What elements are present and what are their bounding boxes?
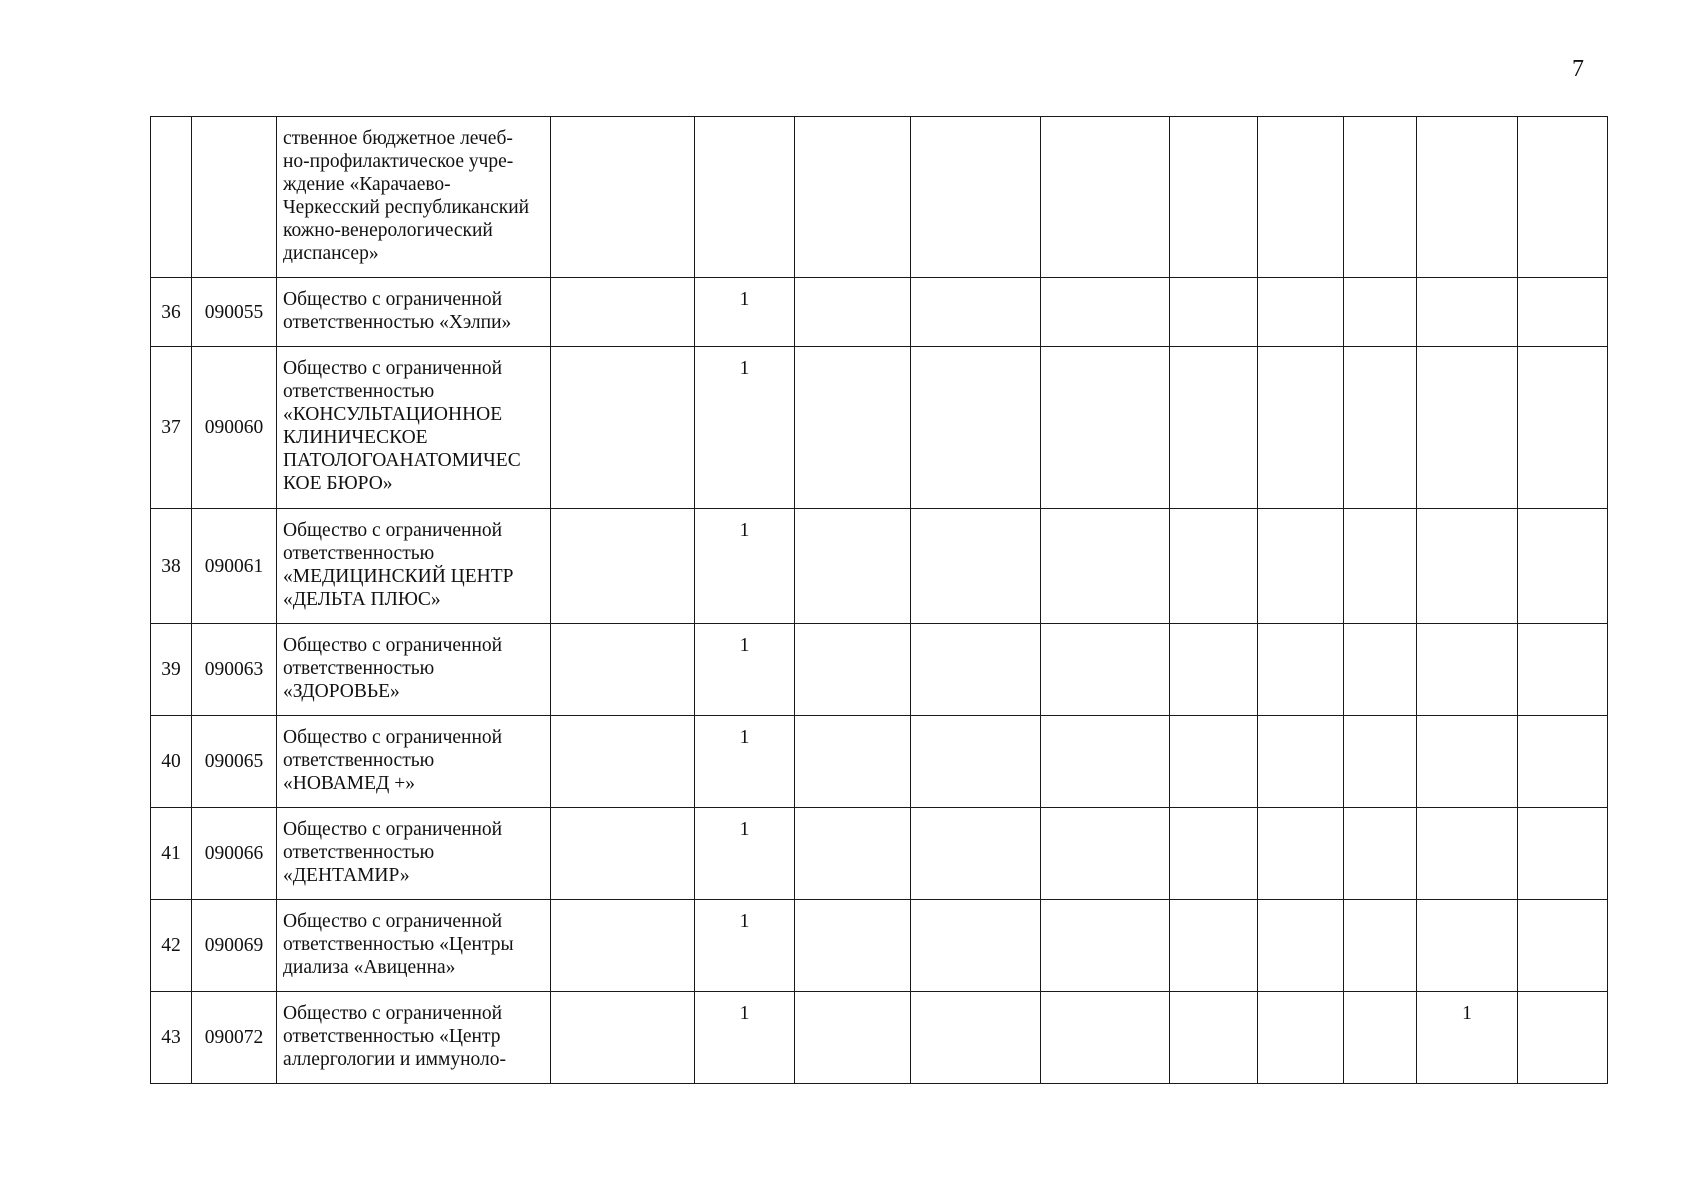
mark-cell: [1258, 509, 1344, 624]
org-name-line: Общество с ограниченной: [283, 1003, 503, 1024]
mark-cell: [1170, 117, 1258, 278]
mark-cell: [695, 117, 795, 278]
org-code-cell: 090063: [192, 624, 277, 716]
org-name-line: ответственностью: [283, 543, 435, 564]
mark-cell: 1: [695, 278, 795, 347]
mark-cell: [1041, 347, 1170, 509]
org-name-line: ответственностью «Центр: [283, 1026, 501, 1047]
mark-cell: [1344, 624, 1417, 716]
mark-cell: [551, 509, 695, 624]
mark-cell: [1518, 347, 1608, 509]
mark-cell: [1041, 624, 1170, 716]
org-name-line: «ДЕЛЬТА ПЛЮС»: [283, 589, 441, 610]
mark-cell: [1041, 900, 1170, 992]
org-name-line: ответственностью «Центры: [283, 934, 514, 955]
mark-cell: [551, 117, 695, 278]
org-name-line: «НОВАМЕД +»: [283, 773, 415, 794]
mark-cell: [911, 509, 1041, 624]
mark-cell: [551, 900, 695, 992]
org-name-line: «КОНСУЛЬТАЦИОННОЕ: [283, 404, 503, 425]
mark-cell: [1041, 117, 1170, 278]
org-name-cell: [277, 509, 551, 624]
registry-table: [150, 116, 1608, 1084]
mark-cell: [1344, 900, 1417, 992]
table-row: [151, 509, 1608, 624]
table-row: [151, 808, 1608, 900]
mark-cell: [1518, 278, 1608, 347]
mark-cell: [911, 992, 1041, 1084]
row-number-cell: 41: [151, 808, 192, 900]
mark-cell: [1170, 808, 1258, 900]
row-number-cell: 36: [151, 278, 192, 347]
mark-cell: [551, 347, 695, 509]
row-number-cell: 37: [151, 347, 192, 509]
mark-cell: [1170, 716, 1258, 808]
mark-cell: [551, 278, 695, 347]
mark-cell: [1344, 117, 1417, 278]
row-number-cell: [151, 117, 192, 278]
mark-cell: [1344, 509, 1417, 624]
org-name-line: КОЕ БЮРО»: [283, 473, 393, 494]
mark-cell: [1518, 900, 1608, 992]
mark-cell: [551, 992, 695, 1084]
org-code-cell: 090060: [192, 347, 277, 509]
mark-cell: [795, 716, 911, 808]
mark-cell: 1: [695, 808, 795, 900]
org-name-line: ответственностью: [283, 750, 435, 771]
mark-cell: [1170, 278, 1258, 347]
row-number-cell: 42: [151, 900, 192, 992]
row-number-cell: 40: [151, 716, 192, 808]
mark-cell: [1170, 624, 1258, 716]
org-name-line: Общество с ограниченной: [283, 289, 503, 310]
mark-cell: [1417, 900, 1518, 992]
org-name-line: Общество с ограниченной: [283, 819, 503, 840]
org-name-line: ПАТОЛОГОАНАТОМИЧЕС: [283, 450, 521, 471]
mark-cell: [911, 117, 1041, 278]
org-name-cell: [277, 900, 551, 992]
mark-cell: [551, 716, 695, 808]
org-name-cell: [277, 117, 551, 278]
mark-cell: [1258, 900, 1344, 992]
mark-cell: [911, 900, 1041, 992]
org-name-line: ответственностью: [283, 381, 435, 402]
org-name-line: «МЕДИЦИНСКИЙ ЦЕНТР: [283, 566, 514, 587]
mark-cell: 1: [695, 624, 795, 716]
mark-cell: [1417, 624, 1518, 716]
row-number-cell: 38: [151, 509, 192, 624]
mark-cell: 1: [1417, 992, 1518, 1084]
table-row: [151, 278, 1608, 347]
mark-cell: [551, 624, 695, 716]
mark-cell: [1344, 992, 1417, 1084]
table-row: [151, 624, 1608, 716]
mark-cell: [795, 624, 911, 716]
org-code-cell: 090072: [192, 992, 277, 1084]
mark-cell: 1: [695, 347, 795, 509]
mark-cell: [1041, 509, 1170, 624]
mark-cell: [911, 716, 1041, 808]
org-code-cell: [192, 117, 277, 278]
mark-cell: [795, 808, 911, 900]
org-name-line: ственное бюджетное лечеб-: [283, 128, 513, 149]
org-name-line: Общество с ограниченной: [283, 911, 503, 932]
mark-cell: [1518, 509, 1608, 624]
mark-cell: [1258, 992, 1344, 1084]
org-name-line: ответственностью: [283, 842, 435, 863]
org-name-line: диспансер»: [283, 243, 379, 264]
mark-cell: [1417, 117, 1518, 278]
org-name-cell: [277, 278, 551, 347]
org-name-cell: [277, 347, 551, 509]
mark-cell: [1258, 117, 1344, 278]
org-name-line: ответственностью «Хэлпи»: [283, 312, 512, 333]
mark-cell: [1417, 716, 1518, 808]
org-name-line: Общество с ограниченной: [283, 635, 503, 656]
mark-cell: [1344, 278, 1417, 347]
org-name-line: Общество с ограниченной: [283, 520, 503, 541]
mark-cell: [1258, 624, 1344, 716]
mark-cell: 1: [695, 900, 795, 992]
row-number-cell: 43: [151, 992, 192, 1084]
org-name-cell: [277, 808, 551, 900]
mark-cell: [795, 900, 911, 992]
mark-cell: [1170, 347, 1258, 509]
org-code-cell: 090069: [192, 900, 277, 992]
mark-cell: [1518, 808, 1608, 900]
org-name-cell: [277, 624, 551, 716]
org-code-cell: 090055: [192, 278, 277, 347]
mark-cell: [1417, 347, 1518, 509]
org-code-cell: 090066: [192, 808, 277, 900]
row-number-cell: 39: [151, 624, 192, 716]
mark-cell: [1041, 808, 1170, 900]
mark-cell: [795, 992, 911, 1084]
mark-cell: [795, 347, 911, 509]
mark-cell: [795, 117, 911, 278]
org-name-line: ответственностью: [283, 658, 435, 679]
table-row: [151, 347, 1608, 509]
mark-cell: [1417, 509, 1518, 624]
org-code-cell: 090061: [192, 509, 277, 624]
mark-cell: [1041, 716, 1170, 808]
mark-cell: [1258, 278, 1344, 347]
mark-cell: [1170, 992, 1258, 1084]
org-name-line: аллергологии и иммуноло-: [283, 1049, 507, 1070]
mark-cell: 1: [695, 992, 795, 1084]
mark-cell: [911, 347, 1041, 509]
table-row: [151, 716, 1608, 808]
org-name-line: КЛИНИЧЕСКОЕ: [283, 427, 428, 448]
org-name-line: кожно-венерологический: [283, 220, 493, 241]
mark-cell: [1344, 808, 1417, 900]
mark-cell: [1041, 278, 1170, 347]
mark-cell: [1344, 716, 1417, 808]
mark-cell: [1417, 278, 1518, 347]
mark-cell: [1344, 347, 1417, 509]
mark-cell: [1518, 117, 1608, 278]
org-name-line: ждение «Карачаево-: [283, 174, 451, 195]
page-number: 7: [1572, 56, 1584, 82]
mark-cell: [795, 509, 911, 624]
table-row: [151, 117, 1608, 278]
org-name-cell: [277, 992, 551, 1084]
table-row: [151, 900, 1608, 992]
mark-cell: [1518, 992, 1608, 1084]
mark-cell: [1041, 992, 1170, 1084]
mark-cell: [1518, 624, 1608, 716]
mark-cell: [911, 278, 1041, 347]
org-name-line: Черкесский республиканский: [283, 197, 530, 218]
mark-cell: [1170, 900, 1258, 992]
org-name-line: Общество с ограниченной: [283, 358, 503, 379]
mark-cell: 1: [695, 509, 795, 624]
mark-cell: 1: [695, 716, 795, 808]
mark-cell: [795, 278, 911, 347]
org-name-cell: [277, 716, 551, 808]
org-code-cell: 090065: [192, 716, 277, 808]
table-body: [151, 117, 1608, 1084]
table-row: [151, 992, 1608, 1084]
org-name-line: «ЗДОРОВЬЕ»: [283, 681, 400, 702]
mark-cell: [1258, 808, 1344, 900]
mark-cell: [911, 808, 1041, 900]
mark-cell: [911, 624, 1041, 716]
mark-cell: [551, 808, 695, 900]
org-name-line: но-профилактическое учре-: [283, 151, 514, 172]
org-name-line: Общество с ограниченной: [283, 727, 503, 748]
org-name-line: «ДЕНТАМИР»: [283, 865, 410, 886]
mark-cell: [1258, 716, 1344, 808]
mark-cell: [1518, 716, 1608, 808]
org-name-line: диализа «Авиценна»: [283, 957, 456, 978]
mark-cell: [1170, 509, 1258, 624]
mark-cell: [1258, 347, 1344, 509]
mark-cell: [1417, 808, 1518, 900]
